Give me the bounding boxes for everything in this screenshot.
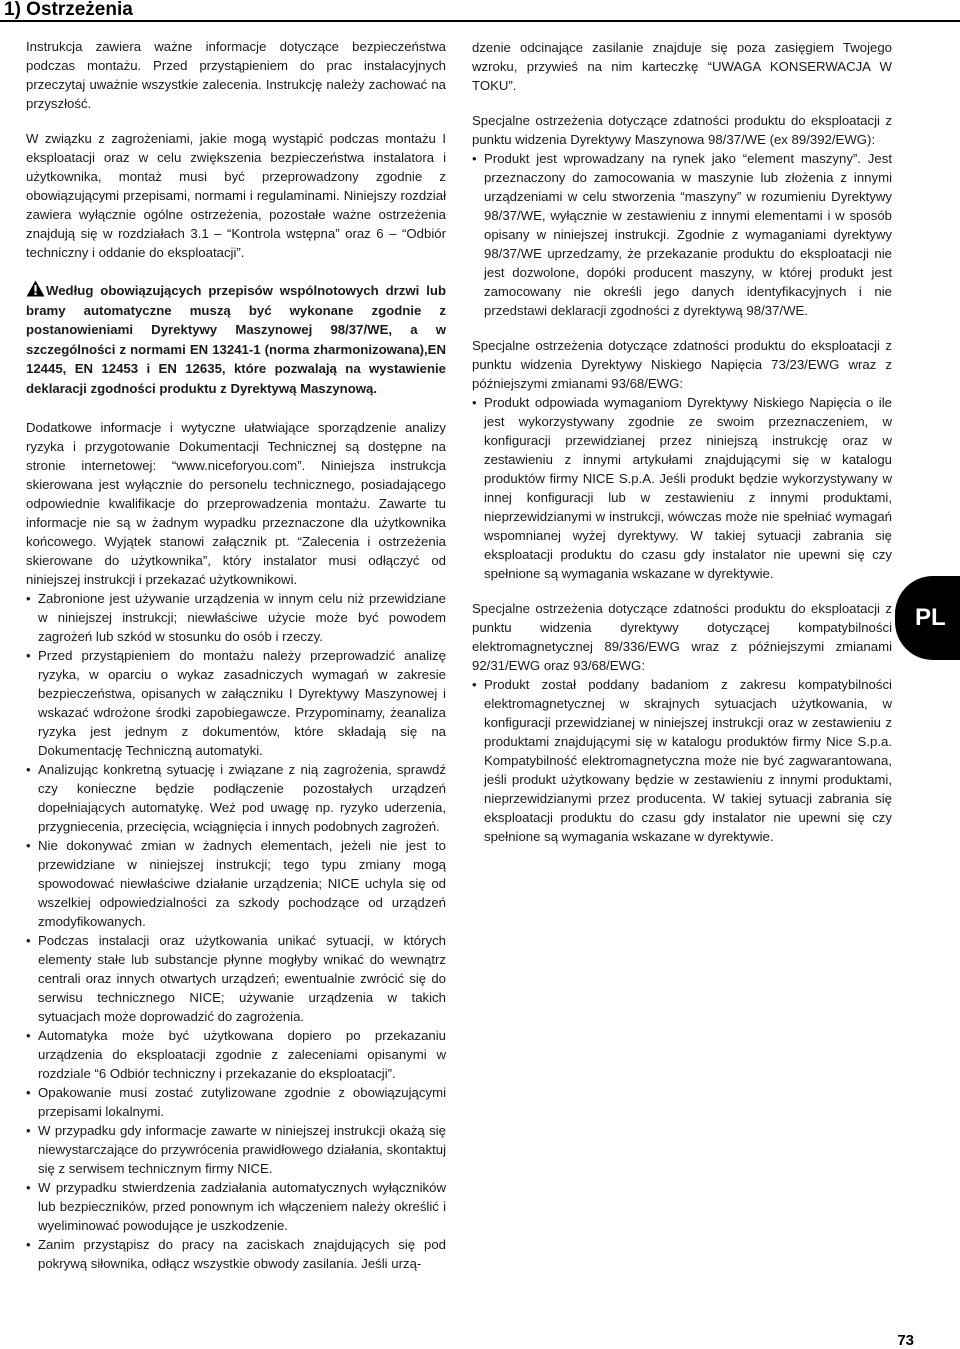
language-tab: PL (895, 576, 960, 660)
left-column (26, 37, 446, 1273)
list-item: • Przed przystąpieniem do montażu należy przeprowadzić analizę ryzyka, w oparciu o wykaz zasadniczych wymagań w zakresie bezpieczeństwa, opisanych w załączniku I Dyrektywy Maszynowej i wskazać wdrożone środki zapobiegawcze. Przypominamy, żeanaliza ryzyka jest jednym z dokumentów, które składają się na Dokumentację Techniczną automatyki. (26, 646, 446, 760)
hazards-paragraph: W związku z zagrożeniami, jakie mogą wystąpić podczas montażu I eksploatacji oraz w celu zwiększenia bezpieczeństwa instalatora i użytkownika, montaż musi być przeprowadzony zgodnie z obowiązującymi przepisami, normami i regulaminami. Niniejszy rozdział zawiera wyłącznie ogólne ostrzeżenia, pozostałe ważne ostrzeżenia znajdują się w rozdziałach 3.1 – “Kontrola wstępna” oraz 6 – “Odbiór techniczny i oddanie do eksploatacji”. (26, 131, 446, 260)
intro-paragraph: Instrukcja zawiera ważne informacje dotyczące bezpieczeństwa podczas montażu. Przed przystąpieniem do prac instalacyjnych przeczytaj uważnie wszystkie zalecenia. Instrukcję należy zachować na przyszłość. (26, 39, 446, 111)
list-item: • Zabronione jest używanie urządzenia w innym celu niż przewidziane w niniejszej instrukcji; niewłaściwe użycie może być powodem zagrożeń lub szkód w stosunku do osób i rzeczy. (26, 589, 446, 646)
list-item: • Analizując konkretną sytuację i związane z nią zagrożenia, sprawdź czy konieczne będzie podłączenie pozostałych urządzeń dopełniających automatykę. Weź pod uwagę np. ryzyko uderzenia, przygniecenia, przecięcia, wciągnięcia i innych podobnych zagrożeń. (26, 760, 446, 836)
machinery-directive-list (472, 149, 892, 320)
directive-warning (26, 280, 446, 398)
general-warnings-list (26, 589, 446, 1273)
emc-directive-list (472, 675, 892, 846)
section-title: 1) Ostrzeżenia (4, 0, 133, 20)
list-item: • Produkt jest wprowadzany na rynek jako “element maszyny”. Jest przeznaczony do zamocowania w maszynie lub złożenia z innymi urządzeniami w celu stworzenia “maszyny” w rozumieniu Dyrektywy 98/37/WE, wyłącznie w zestawieniu z innymi elementami i w sposób opisany w niniejszej instrukcji. Zgodnie z wymaganiami dyrektywy 98/37/WE uprzedzamy, że przekazanie produktu do eksploatacji nie jest dozwolone, dopóki producent maszyny, w której produkt jest zamocowany nie określi jego danych identyfikacyjnych i nie przedstawi deklaracji zgodności z dyrektywą 98/37/WE. (472, 149, 892, 320)
list-item: • Opakowanie musi zostać zutylizowane zgodnie z obowiązującymi przepisami lokalnymi. (26, 1083, 446, 1121)
list-item: • Zanim przystąpisz do pracy na zaciskach znajdujących się pod pokrywą siłownika, odłącz wszystkie obwody zasilania. Jeśli urzą- (26, 1235, 446, 1273)
right-column (472, 38, 892, 862)
directive-warning-text: Według obowiązujących przepisów wspólnotowych drzwi lub bramy automatyczne muszą być wykonane zgodnie z postanowieniami Dyrektywy Maszynowej 98/37/WE, a w szczególności z normami EN 13241-1 (norma zharmonizowana),EN 12445, EN 12453 i EN 12635, które pozwalają na wystawienie deklaracji zgodności produktu z Dyrektywą Maszynową. (26, 283, 446, 396)
list-item: • W przypadku stwierdzenia zadziałania automatycznych wyłączników lub bezpieczników, przed ponownym ich włączeniem należy określić i wyeliminować powodujące je uszkodzenie. (26, 1178, 446, 1235)
page-number: 73 (897, 1332, 914, 1349)
section-header (0, 0, 960, 22)
list-item: • Produkt odpowiada wymaganiom Dyrektywy Niskiego Napięcia o ile jest wykorzystywany zgodnie ze swoim przeznaczeniem, w konfiguracji przewidzianej przez niniejszą instrukcję oraz w zestawieniu z innymi artykułami znajdującymi się w katalogu produktów firmy NICE S.p.A. Jeśli produkt będzie wykorzystywany w innej konfiguracji lub w zestawieniu z innymi produktami, nieprzewidzianymi w instrukcji, wówczas może nie spełniać wymagań wspomnianej wyżej dyrektywy. W takiej sytuacji zabrania się eksploatacji produktu do czasu gdy instalator nie upewni się czy spełnione są wymagania wskazane w dyrektywie. (472, 393, 892, 583)
low-voltage-directive-intro: Specjalne ostrzeżenia dotyczące zdatności produktu do eksploatacji z punktu widzenia Dyrektywy Niskiego Napięcia 73/23/EWG wraz z późniejszymi zmianami 93/68/EWG: (472, 338, 892, 391)
list-item: • W przypadku gdy informacje zawarte w niniejszej instrukcji okażą się niewystarczające do przywrócenia prawidłowego działania, skontaktuj się z serwisem technicznym firmy NICE. (26, 1121, 446, 1178)
additional-info-paragraph: Dodatkowe informacje i wytyczne ułatwiające sporządzenie analizy ryzyka i przygotowanie Dokumentacji Technicznej są dostępne na stronie internetowej: “www.niceforyou.com”. Niniejsza instrukcja skierowana jest wyłącznie do personelu technicznego, posiadającego odpowiednie kwalifikacje do przeprowadzenia montażu. Zawarte tu informacje nie są w żadnym wypadku przeznaczone dla użytkownika końcowego. Wyjątek stanowi załącznik pt. “Zalecenia i ostrzeżenia skierowane do użytkownika”, który instalator musi odłączyć od niniejszej instrukcji i przekazać użytkownikowi. (26, 420, 446, 587)
emc-directive-intro: Specjalne ostrzeżenia dotyczące zdatności produktu do eksploatacji z punktu widzenia dyrektywy dotyczącej kompatybilności elektromagnetycznej 89/336/EWG wraz z późniejszymi zmianami 92/31/EWG oraz 93/68/EWG: (472, 601, 892, 673)
list-item: • Podczas instalacji oraz użytkowania unikać sytuacji, w których elementy stałe lub substancje płynne mogłyby wnikać do wewnątrz centrali oraz innych otwartych urządzeń; ewentualnie zwrócić się do serwisu technicznego NICE; używanie urządzenia w takich sytuacjach może doprowadzić do zagrożenia. (26, 931, 446, 1026)
list-item: • Produkt został poddany badaniom z zakresu kompatybilności elektromagnetycznej w skrajnych sytuacjach użytkowania, w konfiguracji przewidzianej w niniejszej instrukcji oraz w zestawieniu z produktami znajdującymi się w katalogu produktów firmy Nice S.p.a. Kompatybilność elektromagnetyczna może nie być zagwarantowana, jeśli produkt użytkowany będzie w zestawieniu z innymi produktami, nieprzewidzianymi przez producenta. W takiej sytuacji zabrania się eksploatacji produktu do czasu gdy instalator nie upewni się czy spełnione są wymagania wskazane w dyrektywie. (472, 675, 892, 846)
machinery-directive-intro: Specjalne ostrzeżenia dotyczące zdatności produktu do eksploatacji z punktu widzenia Dyrektywy Maszynowa 98/37/WE (ex 89/392/EWG): (472, 113, 892, 147)
list-item: • Nie dokonywać zmian w żadnych elementach, jeżeli nie jest to przewidziane w niniejszej instrukcji; tego typu zmiany mogą spowodować niewłaściwe działanie urządzenia; NICE uchyla się od wszelkiej odpowiedzialności za szkody pochodzące od urządzeń zmodyfikowanych. (26, 836, 446, 931)
continuation-paragraph: dzenie odcinające zasilanie znajduje się poza zasięgiem Twojego wzroku, przywieś na nim karteczkę “UWAGA KONSERWACJA W TOKU”. (472, 40, 892, 93)
list-item: • Automatyka może być użytkowana dopiero po przekazaniu urządzenia do eksploatacji zgodnie z zaleceniami opisanymi w rozdziale “6 Odbiór techniczny i przekazanie do eksploatacji”. (26, 1026, 446, 1083)
low-voltage-directive-list (472, 393, 892, 583)
warning-triangle-icon (26, 280, 45, 297)
